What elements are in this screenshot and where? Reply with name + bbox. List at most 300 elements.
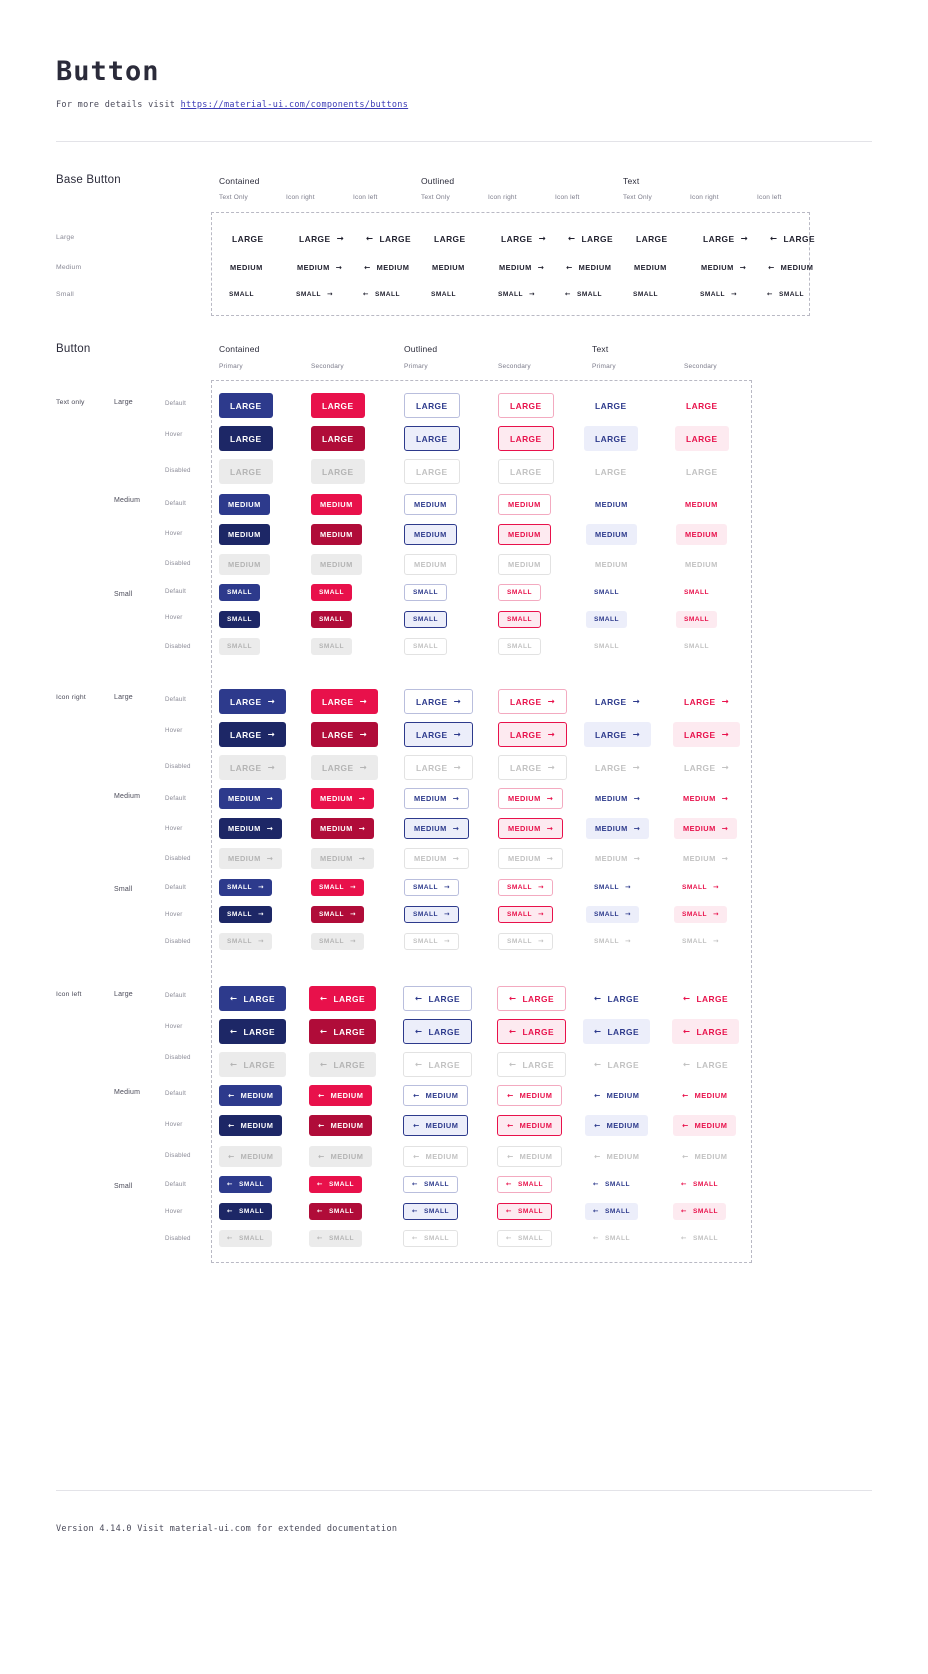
text-primary-medium-hover[interactable]: [586, 524, 637, 545]
arrow-right-icon: →: [266, 793, 274, 803]
base-contained-medium-textonly[interactable]: [221, 257, 272, 278]
arrow-right-icon: →: [443, 910, 450, 919]
base-contained-large-textonly[interactable]: [221, 226, 275, 251]
text-primary-large-iconright-hover[interactable]: [584, 722, 651, 747]
label: SMALL: [700, 291, 725, 298]
text-primary-small-iconright-default[interactable]: [586, 879, 639, 896]
outlined-secondary-medium-default[interactable]: [498, 494, 551, 515]
contained-primary-small-hover[interactable]: [219, 611, 260, 628]
text-primary-large-iconleft-default[interactable]: [583, 986, 650, 1011]
arrow-right-icon: →: [257, 937, 264, 946]
contained-secondary-medium-iconleft-hover[interactable]: [309, 1115, 372, 1136]
base-text-small-textonly[interactable]: [625, 286, 666, 303]
label: SMALL: [423, 1181, 449, 1188]
arrow-right-icon: →: [443, 937, 450, 946]
arrow-left-icon: ←: [228, 1151, 235, 1161]
contained-primary-large-hover[interactable]: [219, 426, 273, 451]
label: MEDIUM: [320, 794, 353, 803]
label: LARGE: [696, 1026, 729, 1037]
contained-secondary-large-iconleft-default[interactable]: [309, 986, 376, 1011]
il-size-large: Large: [114, 991, 133, 998]
base-contained-large-iconleft[interactable]: [355, 226, 422, 251]
text-secondary-small-iconright-default[interactable]: [674, 879, 727, 896]
base-text-large-textonly[interactable]: [625, 226, 679, 251]
contained-secondary-large-iconleft-hover[interactable]: [309, 1019, 376, 1044]
base-text-large-iconright[interactable]: [692, 226, 759, 251]
text-secondary-medium-default[interactable]: [676, 494, 727, 515]
mode-label-icon-right: Icon right: [56, 694, 86, 701]
btn-group-outlined: Outlined: [404, 344, 438, 354]
outlined-primary-large-iconleft-hover[interactable]: [403, 1019, 472, 1044]
label: MEDIUM: [228, 794, 261, 803]
label: LARGE: [322, 762, 354, 773]
text-secondary-large-iconright-hover[interactable]: [673, 722, 740, 747]
label: SMALL: [227, 938, 252, 945]
contained-primary-small-default[interactable]: [219, 584, 260, 601]
arrow-right-icon: →: [452, 793, 460, 803]
arrow-left-icon: ←: [228, 1090, 235, 1100]
outlined-primary-large-hover[interactable]: [404, 426, 460, 451]
text-primary-small-hover[interactable]: [586, 611, 627, 628]
text-secondary-small-disabled: [676, 638, 717, 655]
label: MEDIUM: [508, 500, 541, 509]
label: LARGE: [379, 233, 412, 244]
outlined-secondary-medium-iconleft-hover[interactable]: [497, 1115, 562, 1136]
docs-link[interactable]: https://material-ui.com/components/buttons: [180, 100, 409, 110]
base-contained-small-textonly[interactable]: [221, 286, 262, 303]
contained-primary-large-iconleft-hover[interactable]: [219, 1019, 286, 1044]
arrow-right-icon: →: [624, 937, 631, 946]
label: MEDIUM: [508, 560, 541, 569]
arrow-right-icon: →: [547, 696, 556, 707]
il-lg-state-default: Default: [165, 992, 187, 999]
contained-secondary-small-iconright-disabled: [311, 933, 364, 950]
to-size-large: Large: [114, 399, 133, 406]
text-primary-medium-iconright-hover[interactable]: [586, 818, 649, 839]
outlined-secondary-small-hover[interactable]: [498, 611, 541, 628]
label: LARGE: [636, 233, 668, 244]
text-secondary-small-hover[interactable]: [676, 611, 717, 628]
text-secondary-large-iconleft-hover[interactable]: [672, 1019, 739, 1044]
outlined-secondary-large-iconright-hover[interactable]: [498, 722, 567, 747]
contained-primary-large-iconright-hover[interactable]: [219, 722, 286, 747]
contained-primary-medium-iconright-hover[interactable]: [219, 818, 282, 839]
label: MEDIUM: [508, 824, 541, 833]
contained-primary-medium-hover[interactable]: [219, 524, 270, 545]
text-secondary-medium-iconright-default[interactable]: [674, 788, 737, 809]
base-contained-large-iconright[interactable]: [288, 226, 355, 251]
label: LARGE: [434, 233, 466, 244]
text-primary-large-iconright-default[interactable]: [584, 689, 651, 714]
contained-primary-small-iconright-hover[interactable]: [219, 906, 272, 923]
to-lg-state-hover: Hover: [165, 431, 183, 438]
outlined-secondary-large-iconright-disabled: [498, 755, 567, 780]
text-secondary-small-iconright-disabled: [674, 933, 727, 950]
arrow-right-icon: →: [721, 729, 730, 740]
base-variant-t-iconleft: Icon left: [757, 194, 782, 201]
btn-group-contained: Contained: [219, 344, 260, 354]
label: MEDIUM: [519, 1121, 553, 1130]
contained-secondary-small-iconright-default[interactable]: [311, 879, 364, 896]
text-primary-large-hover[interactable]: [584, 426, 638, 451]
outlined-secondary-medium-iconleft-default[interactable]: [497, 1085, 562, 1106]
il-lg-state-disabled: Disabled: [165, 1054, 191, 1061]
outlined-primary-medium-iconleft-default[interactable]: [403, 1085, 468, 1106]
label: MEDIUM: [425, 1121, 459, 1130]
arrow-left-icon: ←: [593, 1234, 599, 1243]
base-text-small-iconleft[interactable]: [759, 286, 812, 303]
label: MEDIUM: [425, 1091, 459, 1100]
base-size-small: Small: [56, 291, 74, 298]
label: LARGE: [243, 993, 276, 1004]
label: SMALL: [594, 884, 619, 891]
text-secondary-small-iconleft-hover[interactable]: [673, 1203, 726, 1220]
text-primary-small-iconleft-default[interactable]: [585, 1176, 638, 1193]
label: LARGE: [607, 1059, 640, 1070]
contained-secondary-medium-iconleft-default[interactable]: [309, 1085, 372, 1106]
arrow-right-icon: →: [267, 696, 276, 707]
base-outlined-small-textonly[interactable]: [423, 286, 464, 303]
text-secondary-medium-disabled: [676, 554, 727, 575]
label: SMALL: [684, 643, 709, 650]
text-primary-large-iconleft-disabled: [583, 1052, 650, 1077]
label: MEDIUM: [230, 263, 263, 272]
outlined-primary-small-iconright-default[interactable]: [404, 879, 459, 896]
text-secondary-small-iconleft-default[interactable]: [673, 1176, 726, 1193]
contained-secondary-large-iconright-default[interactable]: [311, 689, 378, 714]
text-secondary-medium-iconleft-default[interactable]: [673, 1085, 736, 1106]
contained-secondary-medium-hover[interactable]: [311, 524, 362, 545]
arrow-left-icon: ←: [566, 262, 573, 272]
base-contained-medium-iconright[interactable]: [288, 257, 351, 278]
outlined-primary-large-default[interactable]: [404, 393, 460, 418]
contained-primary-medium-iconleft-default[interactable]: [219, 1085, 282, 1106]
label: SMALL: [507, 884, 532, 891]
base-outlined-small-iconleft[interactable]: [557, 286, 610, 303]
base-text-small-iconright[interactable]: [692, 286, 745, 303]
outlined-secondary-small-iconleft-default[interactable]: [497, 1176, 552, 1193]
arrow-right-icon: →: [721, 762, 730, 773]
outlined-primary-small-iconleft-default[interactable]: [403, 1176, 458, 1193]
base-contained-small-iconleft[interactable]: [355, 286, 408, 303]
contained-secondary-medium-iconright-default[interactable]: [311, 788, 374, 809]
text-primary-large-default[interactable]: [584, 393, 638, 418]
contained-primary-small-iconleft-hover[interactable]: [219, 1203, 272, 1220]
label: MEDIUM: [228, 854, 261, 863]
base-variant-o-iconright: Icon right: [488, 194, 517, 201]
base-outlined-large-iconright[interactable]: [490, 226, 557, 251]
outlined-secondary-small-iconright-disabled: [498, 933, 553, 950]
label: MEDIUM: [694, 1121, 728, 1130]
outlined-primary-small-hover[interactable]: [404, 611, 447, 628]
arrow-left-icon: ←: [509, 1059, 517, 1070]
ir-sm-state-hover: Hover: [165, 911, 183, 918]
label: LARGE: [333, 993, 366, 1004]
arrow-right-icon: →: [537, 910, 544, 919]
to-lg-state-default: Default: [165, 400, 187, 407]
label: MEDIUM: [228, 824, 261, 833]
base-outlined-medium-iconleft[interactable]: [557, 257, 620, 278]
arrow-left-icon: ←: [506, 1234, 512, 1243]
button-matrix-dashed-frame: [211, 380, 752, 1263]
text-secondary-large-iconright-disabled: [673, 755, 740, 780]
outlined-primary-medium-iconright-default[interactable]: [404, 788, 469, 809]
label: LARGE: [243, 1059, 276, 1070]
contained-primary-large-iconleft-default[interactable]: [219, 986, 286, 1011]
label: SMALL: [319, 884, 344, 891]
arrow-left-icon: ←: [318, 1090, 325, 1100]
label: LARGE: [230, 433, 262, 444]
label: SMALL: [227, 643, 252, 650]
ir-lg-state-hover: Hover: [165, 727, 183, 734]
outlined-secondary-large-hover[interactable]: [498, 426, 554, 451]
arrow-left-icon: ←: [228, 1120, 235, 1130]
contained-secondary-small-iconleft-hover[interactable]: [309, 1203, 362, 1220]
contained-primary-small-iconright-default[interactable]: [219, 879, 272, 896]
text-secondary-large-hover[interactable]: [675, 426, 729, 451]
label: LARGE: [322, 466, 354, 477]
label: LARGE: [333, 1026, 366, 1037]
label: SMALL: [517, 1235, 543, 1242]
ir-size-large: Large: [114, 694, 133, 701]
contained-secondary-medium-iconright-hover[interactable]: [311, 818, 374, 839]
arrow-left-icon: ←: [230, 1059, 238, 1070]
arrow-left-icon: ←: [227, 1180, 233, 1189]
contained-primary-large-iconright-default[interactable]: [219, 689, 286, 714]
label: SMALL: [328, 1235, 354, 1242]
label: LARGE: [322, 696, 354, 707]
arrow-right-icon: →: [721, 823, 729, 833]
contained-primary-large-iconleft-disabled: [219, 1052, 286, 1077]
base-outlined-medium-iconright[interactable]: [490, 257, 553, 278]
base-outlined-large-textonly[interactable]: [423, 226, 477, 251]
label: MEDIUM: [595, 530, 628, 539]
text-primary-small-iconright-hover[interactable]: [586, 906, 639, 923]
label: MEDIUM: [694, 1091, 728, 1100]
arrow-left-icon: ←: [507, 1090, 514, 1100]
label: MEDIUM: [578, 263, 612, 272]
label: SMALL: [319, 911, 344, 918]
outlined-secondary-large-iconleft-default[interactable]: [497, 986, 566, 1011]
label: SMALL: [413, 643, 438, 650]
arrow-left-icon: ←: [683, 1026, 691, 1037]
label: MEDIUM: [683, 794, 716, 803]
arrow-right-icon: →: [712, 910, 719, 919]
contained-primary-large-default[interactable]: [219, 393, 273, 418]
arrow-right-icon: →: [359, 729, 368, 740]
contained-secondary-small-default[interactable]: [311, 584, 352, 601]
text-secondary-medium-iconright-hover[interactable]: [674, 818, 737, 839]
arrow-right-icon: →: [537, 937, 544, 946]
contained-secondary-large-disabled: [311, 459, 365, 484]
label: SMALL: [319, 589, 344, 596]
label: LARGE: [684, 729, 716, 740]
outlined-primary-medium-iconleft-hover[interactable]: [403, 1115, 468, 1136]
text-secondary-large-iconleft-disabled: [672, 1052, 739, 1077]
label: MEDIUM: [685, 530, 718, 539]
label: MEDIUM: [683, 854, 716, 863]
label: LARGE: [428, 1059, 461, 1070]
arrow-left-icon: ←: [320, 1059, 328, 1070]
text-primary-small-iconleft-disabled: [585, 1230, 638, 1247]
outlined-secondary-large-default[interactable]: [498, 393, 554, 418]
arrow-right-icon: →: [721, 793, 729, 803]
contained-secondary-small-iconright-hover[interactable]: [311, 906, 364, 923]
arrow-left-icon: ←: [594, 1059, 602, 1070]
contained-primary-medium-iconright-default[interactable]: [219, 788, 282, 809]
text-primary-medium-iconleft-hover[interactable]: [585, 1115, 648, 1136]
outlined-primary-medium-hover[interactable]: [404, 524, 457, 545]
arrow-right-icon: →: [266, 823, 274, 833]
arrow-right-icon: →: [633, 823, 641, 833]
mode-label-icon-left: Icon left: [56, 991, 82, 998]
base-outlined-small-iconright[interactable]: [490, 286, 543, 303]
text-secondary-medium-iconleft-hover[interactable]: [673, 1115, 736, 1136]
base-contained-medium-iconleft[interactable]: [355, 257, 418, 278]
label: SMALL: [684, 616, 709, 623]
outlined-secondary-medium-hover[interactable]: [498, 524, 551, 545]
label: MEDIUM: [414, 854, 447, 863]
contained-secondary-large-default[interactable]: [311, 393, 365, 418]
text-secondary-small-iconright-hover[interactable]: [674, 906, 727, 923]
text-primary-medium-default[interactable]: [586, 494, 637, 515]
label: MEDIUM: [320, 854, 353, 863]
label: LARGE: [783, 233, 816, 244]
outlined-primary-small-default[interactable]: [404, 584, 447, 601]
base-size-large: Large: [56, 234, 75, 241]
label: MEDIUM: [606, 1091, 640, 1100]
label: SMALL: [319, 616, 344, 623]
arrow-left-icon: ←: [320, 993, 328, 1004]
label: MEDIUM: [330, 1152, 364, 1161]
outlined-primary-medium-iconright-hover[interactable]: [404, 818, 469, 839]
contained-secondary-medium-default[interactable]: [311, 494, 362, 515]
label: LARGE: [428, 993, 461, 1004]
arrow-left-icon: ←: [507, 1120, 514, 1130]
text-primary-medium-iconleft-default[interactable]: [585, 1085, 648, 1106]
btn-color-t-secondary: Secondary: [684, 363, 717, 370]
label: LARGE: [607, 1026, 640, 1037]
label: LARGE: [510, 433, 542, 444]
outlined-secondary-small-iconleft-hover[interactable]: [497, 1203, 552, 1220]
label: LARGE: [696, 993, 729, 1004]
arrow-left-icon: ←: [412, 1207, 418, 1216]
divider-top: [56, 141, 872, 142]
arrow-right-icon: →: [632, 696, 641, 707]
outlined-primary-large-iconright-hover[interactable]: [404, 722, 473, 747]
label: LARGE: [510, 729, 542, 740]
text-secondary-large-iconleft-default[interactable]: [672, 986, 739, 1011]
outlined-primary-small-iconright-hover[interactable]: [404, 906, 459, 923]
contained-secondary-small-hover[interactable]: [311, 611, 352, 628]
contained-primary-medium-iconleft-hover[interactable]: [219, 1115, 282, 1136]
contained-secondary-small-iconleft-default[interactable]: [309, 1176, 362, 1193]
label: MEDIUM: [595, 854, 628, 863]
arrow-left-icon: ←: [320, 1026, 328, 1037]
outlined-secondary-small-iconright-hover[interactable]: [498, 906, 553, 923]
outlined-secondary-small-default[interactable]: [498, 584, 541, 601]
section-title-button: Button: [56, 343, 91, 355]
label: SMALL: [633, 291, 658, 298]
arrow-right-icon: →: [712, 937, 719, 946]
text-primary-small-default[interactable]: [586, 584, 627, 601]
base-variant-t-textonly: Text Only: [623, 194, 652, 201]
arrow-left-icon: ←: [412, 1234, 418, 1243]
label: SMALL: [238, 1208, 264, 1215]
outlined-secondary-medium-iconright-default[interactable]: [498, 788, 563, 809]
label: LARGE: [686, 433, 718, 444]
text-primary-medium-iconright-default[interactable]: [586, 788, 649, 809]
outlined-primary-large-iconleft-default[interactable]: [403, 986, 472, 1011]
text-secondary-large-default[interactable]: [675, 393, 729, 418]
outlined-secondary-large-iconright-default[interactable]: [498, 689, 567, 714]
contained-secondary-large-iconright-hover[interactable]: [311, 722, 378, 747]
label: SMALL: [682, 884, 707, 891]
text-secondary-large-iconright-default[interactable]: [673, 689, 740, 714]
arrow-right-icon: →: [537, 262, 545, 272]
il-sm-state-disabled: Disabled: [165, 1235, 191, 1242]
outlined-primary-medium-iconright-disabled: [404, 848, 469, 869]
base-text-medium-textonly[interactable]: [625, 257, 676, 278]
base-variant-c-iconright: Icon right: [286, 194, 315, 201]
label: SMALL: [594, 938, 619, 945]
label: LARGE: [230, 762, 262, 773]
label: SMALL: [507, 643, 532, 650]
ir-size-medium: Medium: [114, 793, 141, 800]
outlined-primary-large-iconright-default[interactable]: [404, 689, 473, 714]
label: MEDIUM: [606, 1152, 640, 1161]
base-text-medium-iconleft[interactable]: [759, 257, 822, 278]
arrow-left-icon: ←: [230, 1026, 238, 1037]
contained-primary-small-iconleft-default[interactable]: [219, 1176, 272, 1193]
outlined-secondary-large-iconleft-hover[interactable]: [497, 1019, 566, 1044]
text-primary-large-iconleft-hover[interactable]: [583, 1019, 650, 1044]
base-text-medium-iconright[interactable]: [692, 257, 755, 278]
text-secondary-medium-iconleft-disabled: [673, 1146, 736, 1167]
contained-primary-medium-default[interactable]: [219, 494, 270, 515]
outlined-primary-small-iconleft-hover[interactable]: [403, 1203, 458, 1220]
arrow-right-icon: →: [538, 233, 547, 244]
arrow-right-icon: →: [632, 762, 641, 773]
text-primary-small-iconleft-hover[interactable]: [585, 1203, 638, 1220]
label: MEDIUM: [414, 500, 447, 509]
base-outlined-large-iconleft[interactable]: [557, 226, 624, 251]
contained-primary-small-iconleft-disabled: [219, 1230, 272, 1247]
arrow-left-icon: ←: [683, 1059, 691, 1070]
base-group-text: Text: [623, 176, 640, 186]
arrow-right-icon: →: [335, 262, 343, 272]
text-secondary-small-default[interactable]: [676, 584, 717, 601]
base-outlined-medium-textonly[interactable]: [423, 257, 474, 278]
arrow-left-icon: ←: [363, 290, 369, 299]
arrow-right-icon: →: [721, 696, 730, 707]
arrow-left-icon: ←: [317, 1207, 323, 1216]
base-text-large-iconleft[interactable]: [759, 226, 826, 251]
outlined-secondary-medium-iconright-hover[interactable]: [498, 818, 563, 839]
text-primary-large-iconright-disabled: [584, 755, 651, 780]
arrow-right-icon: →: [452, 853, 460, 863]
label: MEDIUM: [519, 1091, 553, 1100]
text-primary-large-disabled: [584, 459, 638, 484]
arrow-left-icon: ←: [593, 1207, 599, 1216]
to-sm-state-default: Default: [165, 588, 187, 595]
base-contained-small-iconright[interactable]: [288, 286, 341, 303]
text-secondary-medium-hover[interactable]: [676, 524, 727, 545]
contained-secondary-large-hover[interactable]: [311, 426, 365, 451]
outlined-secondary-small-iconright-default[interactable]: [498, 879, 553, 896]
label: SMALL: [319, 643, 344, 650]
outlined-primary-medium-default[interactable]: [404, 494, 457, 515]
